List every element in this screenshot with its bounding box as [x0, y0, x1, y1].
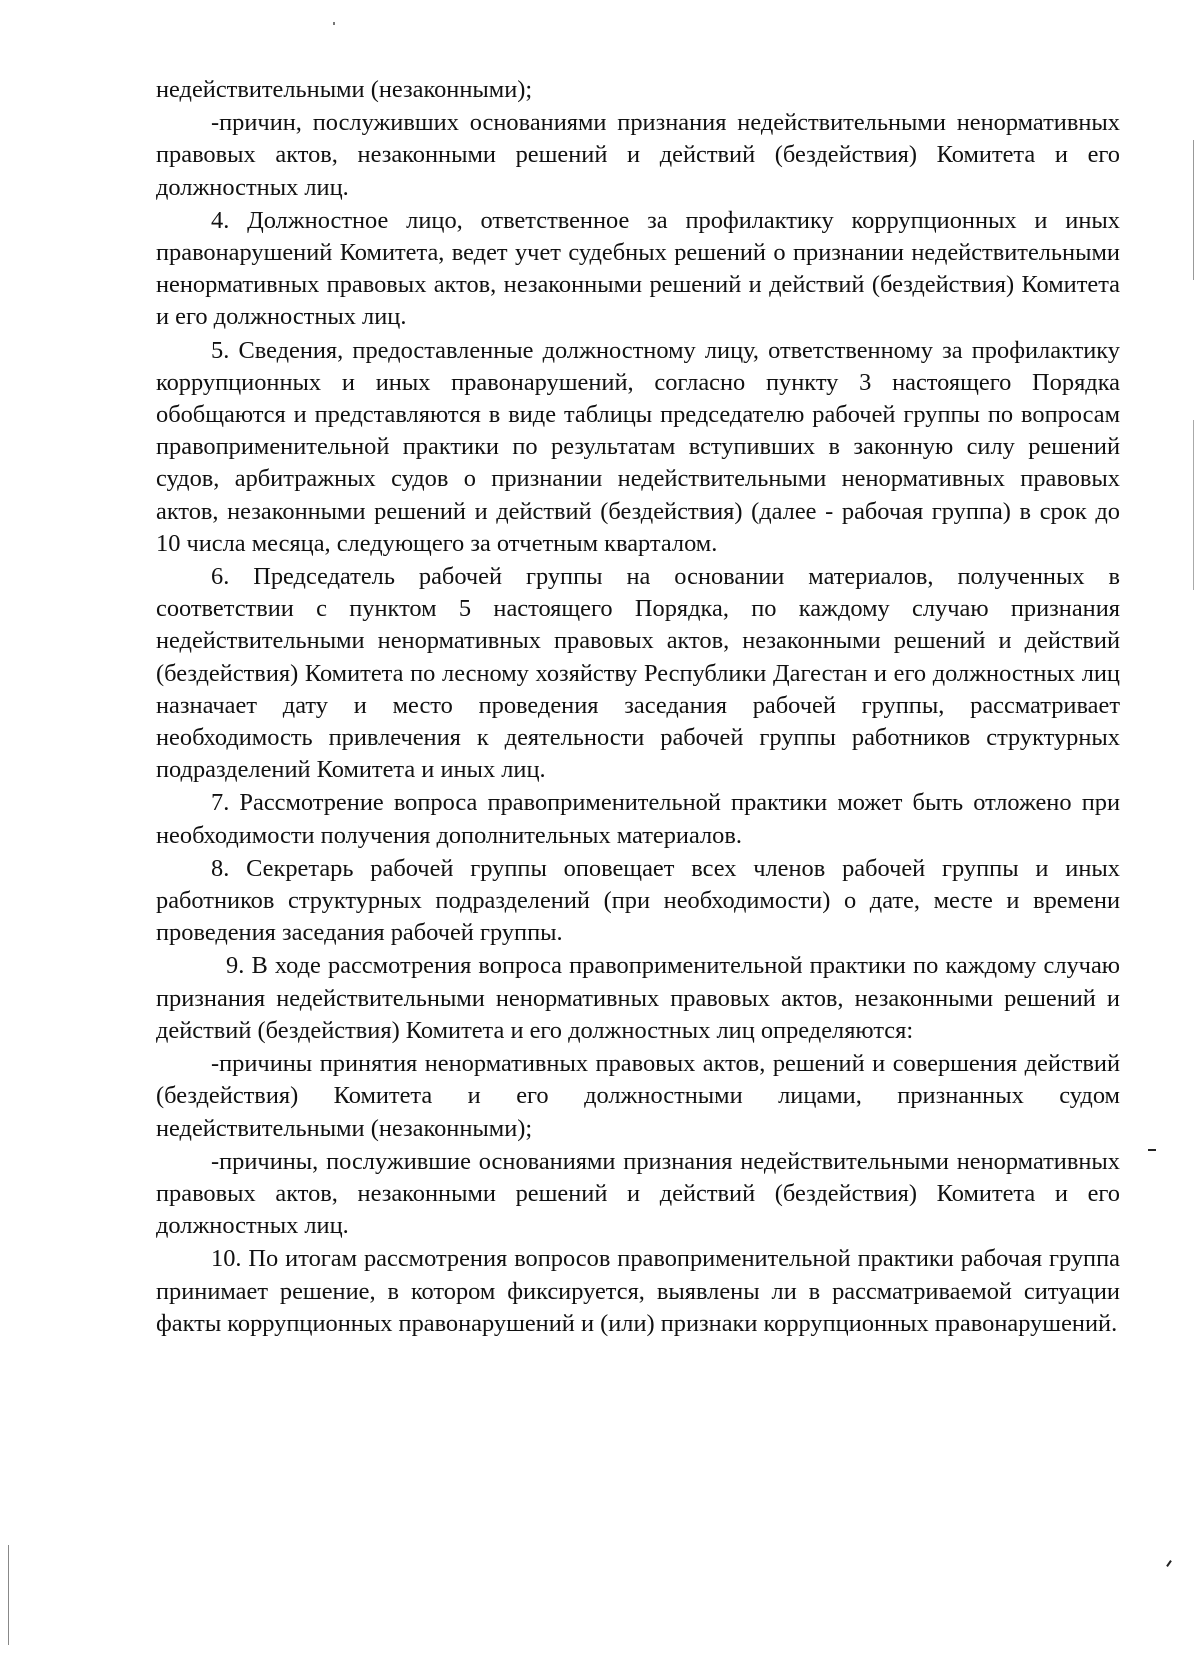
scan-edge-mark: [8, 1545, 9, 1645]
paragraph-reasons-list-item: -причин, послуживших основаниями признания недействительными ненормативных правовых актов, незаконными решений и действий (бездействия) Комитета и его должностных лиц.: [156, 109, 1120, 201]
paragraph-item-7: 7. Рассмотрение вопроса правоприменительной практики может быть отложено при необходимости получения дополнительных материалов.: [156, 789, 1120, 849]
paragraph-reasons-invalidation: -причины, послужившие основаниями признания недействительными ненормативных правовых актов, незаконными решений и действий (бездействия) Комитета и его должностных лиц.: [156, 1147, 1120, 1240]
paragraph-item-5: 5. Сведения, предоставленные должностному лицу, ответственному за профилактику коррупционных и иных правонарушений, согласно пункту 3 настоящего Порядка обобщаются и представляются в виде таблицы председателю рабочей группы по вопросам правоприменительной практики по результатам вступивших в законную силу решений судов, арбитражных судов о признании недействительными ненормативных правовых актов, незаконными решений и действий (бездействия) (далее - рабочая группа) в срок до 10 числа месяца, следующего за отчетным кварталом.: [156, 336, 1120, 557]
document-body: [156, 74, 1120, 1341]
paragraph-item-8: 8. Секретарь рабочей группы оповещает всех членов рабочей группы и иных работников структурных подразделений (при необходимости) о дате, месте и времени проведения заседания рабочей группы.: [156, 854, 1120, 947]
paragraph-continuation: недействительными (незаконными);: [156, 76, 533, 103]
scan-edge-mark: [1193, 140, 1194, 280]
scan-speck: [1166, 1560, 1172, 1567]
scan-edge-mark: [1193, 420, 1194, 590]
paragraph-item-9: 9. В ходе рассмотрения вопроса правоприменительной практики по каждому случаю признания недействительными ненормативных правовых актов, незаконными решений и действий (бездействия) Комитета и его должностных лиц определяются:: [156, 952, 1120, 1044]
paragraph-item-4: 4. Должностное лицо, ответственное за профилактику коррупционных и иных правонарушений Комитета, ведет учет судебных решений о признании недействительными ненормативных правовых актов, незаконными решений и действий (бездействия) Комитета и его должностных лиц.: [156, 206, 1120, 331]
paragraph-reasons-adoption: -причины принятия ненормативных правовых актов, решений и совершения действий (бездействия) Комитета и его должностными лицами, признанных судом недействительными (незаконными);: [156, 1050, 1120, 1142]
paragraph-item-6: 6. Председатель рабочей группы на основании материалов, полученных в соответствии с пунктом 5 настоящего Порядка, по каждому случаю признания недействительными ненормативных правовых актов, незаконными решений и действий (бездействия) Комитета по лесному хозяйству Республики Дагестан и его должностных лиц назначает дату и место проведения заседания рабочей группы, рассматривает необходимость привлечения к деятельности рабочей группы работников структурных подразделений Комитета и иных лиц.: [156, 563, 1120, 784]
scan-speck: [333, 22, 335, 25]
paragraph-item-10: 10. По итогам рассмотрения вопросов правоприменительной практики рабочая группа принимает решение, в котором фиксируется, выявлены ли в рассматриваемой ситуации факты коррупционных правонарушений и (или) признаки коррупционных правонарушений.: [156, 1245, 1120, 1337]
scan-speck: [1148, 1149, 1156, 1151]
